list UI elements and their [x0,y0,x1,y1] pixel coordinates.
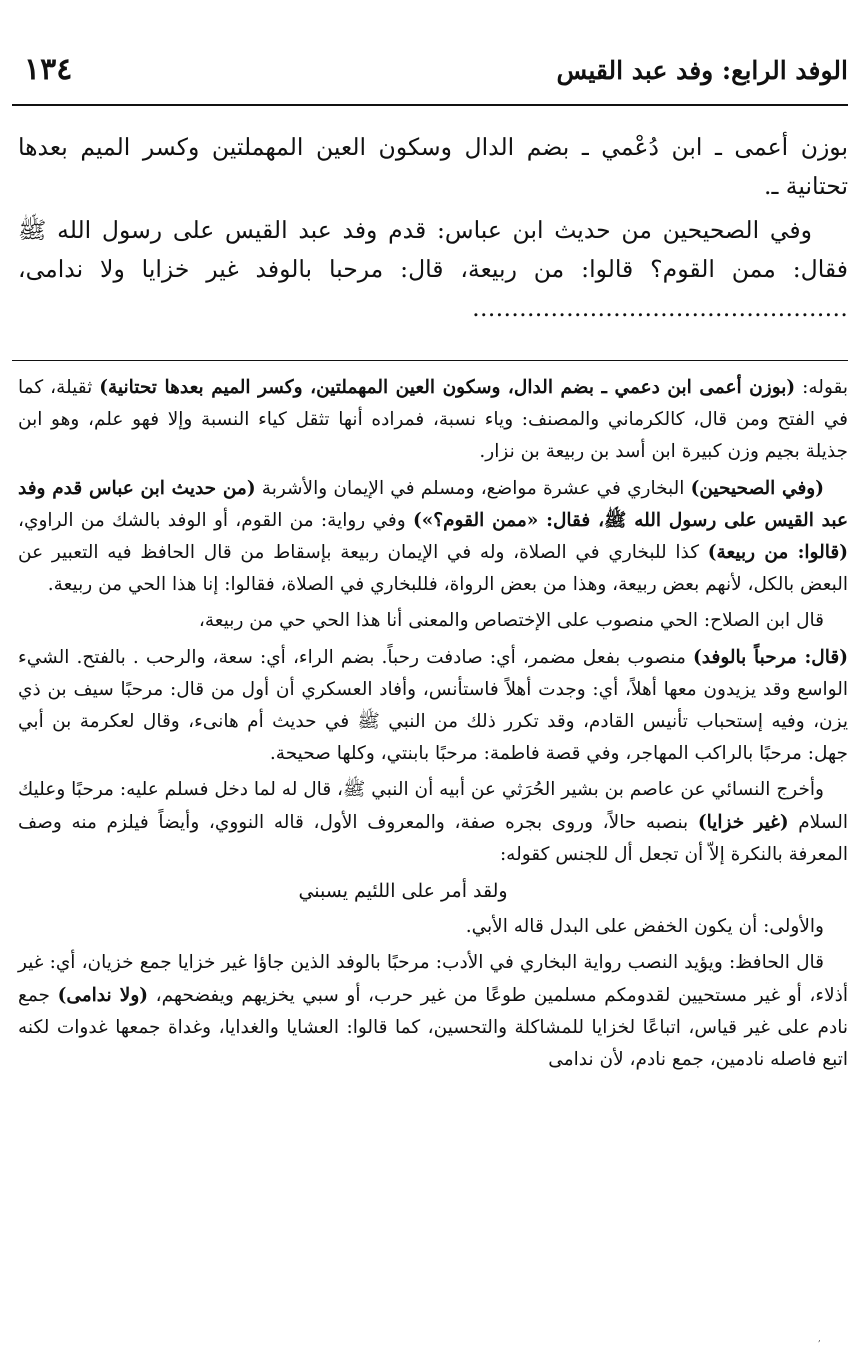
commentary-paragraph [18,774,848,871]
commentary-text: ثقيلة، كما في الفتح ومن قال، كالكرماني والمصنف: وياء نسبة، فمراده أنها تثقل كياء النسبة وإلا فهو علم، وهو ابن جذيلة بجيم وزن كبيرة ابن أسد بن ربيعة بن نزار. [18,377,848,463]
ellipsis-dots: ………………………………………… [472,294,848,322]
commentary-separator [12,360,848,361]
main-paragraph-text: وفي الصحيحين من حديث ابن عباس: قدم وفد عبد القيس على رسول الله ﷺ فقال: ممن القوم؟ قالوا: من ربيعة، قال: مرحبا بالوفد غير خزايا ولا ندامى، [18,216,848,283]
commentary-text: قال الحافظ: ويؤيد النصب رواية البخاري في الأدب: مرحبًا بالوفد الذين جاؤا غير خزايا جمع خزيان، أي: غير أذلاء، أو غير مستحيين لقدومكم مسلمين طوعًا من غير حرب، أو سبي يخزيهم ويفضحهم، [18,952,849,1006]
commentary-text: بنصبه حالاً، وروى بجره صفة، والمعروف الأول، قاله النووي، وأيضاً فيلزم منه وصف المعرفة بالنكرة إلاّ أن تجعل أل للجنس كقوله: [18,811,848,865]
quoted-text: (من حديث ابن عباس قدم وفد عبد القيس على رسول الله ﷺ، فقال: «ممن القوم؟») [18,477,848,531]
commentary-text: وأخرج النسائي عن عاصم بن بشير الحُرَثي عن أبيه أن النبي ﷺ، قال له لما دخل فسلم عليه: مرحبًا وعليك السلام [18,779,848,833]
page-speck: , [818,1334,821,1344]
quoted-text: (قالوا: من ربيعة) [707,542,848,564]
header-rule [12,104,848,106]
commentary-paragraph [18,642,848,771]
quoted-text: (غير خزايا) [697,811,789,833]
commentary-paragraph [18,473,848,602]
quoted-text: (وفي الصحيحين) [690,477,824,499]
main-text [18,128,848,333]
page-header [14,50,848,100]
commentary-paragraph: والأولى: أن يكون الخفض على البدل قاله الأبي. [465,916,824,938]
commentary-text: كذا للبخاري في الصلاة، وله في الإيمان ربيعة بإسقاط من قال الحافظ فيه التعبير عن البعض بالكل، لأنهم بعض ربيعة، وهذا من بعض الرواة، فللبخاري في الصلاة، فقالوا: إنا هذا الحي من ربيعة. [18,542,848,596]
running-title: الوفد الرابع: وفد عبد القيس [556,56,848,85]
commentary-text: منصوب بفعل مضمر، أي: صادفت رحباً. بضم الراء، أي: سعة، والرحب . بالفتح. الشيء الواسع وقد يزيدون معها أهلاً، أي: وجدت أهلاً فاستأنس، وأفاد العسكري أن أول من قال: مرحبًا سيف بن ذي يزن، وفيه إستحباب تأنيس القادم، وقد تكرر ذلك من النبي ﷺ في حديث أم هانىء، وقال لعكرمة بن أبي جهل: مرحبًا بالراكب المهاجر، وفي قصة فاطمة: مرحبًا بابنتي، وكلها صحيحة. [18,646,848,765]
commentary-text: بقوله: [795,377,849,398]
commentary [18,372,848,1080]
commentary-paragraph [18,372,848,469]
commentary-text: وفي رواية: من القوم، أو الوفد بالشك من الراوي، [18,509,413,531]
main-paragraph: بوزن أعمى ـ ابن دُعْمي ـ بضم الدال وسكون العين المهملتين وكسر الميم بعدها تحتانية ـ. [18,133,848,200]
quoted-text: (بوزن أعمى ابن دعمي ـ بضم الدال، وسكون العين المهملتين، وكسر الميم بعدها تحتانية) [99,377,796,398]
commentary-paragraph: قال ابن الصلاح: الحي منصوب على الإختصاص والمعنى أنا هذا الحي حي من ربيعة، [198,610,824,632]
commentary-text: جمع نادم على غير قياس، اتباعًا لخزايا للمشاكلة والتحسين، كما قالوا: العشايا والغدايا، وغداة جمعها غدوات لكنه اتبع فاصله نادمين، جمع نادم، لأن ندامى [18,984,848,1071]
quoted-text: (قال: مرحباً بالوفد) [693,646,848,668]
page-number: ١٣٤ [24,52,73,87]
commentary-paragraph [18,947,848,1076]
main-paragraph [18,211,848,328]
poetry-verse: ولقد أمر على اللئيم يسبني [298,880,508,903]
quoted-text: (ولا ندامى) [57,984,149,1006]
commentary-text: البخاري في عشرة مواضع، ومسلم في الإيمان والأشربة [255,477,691,499]
